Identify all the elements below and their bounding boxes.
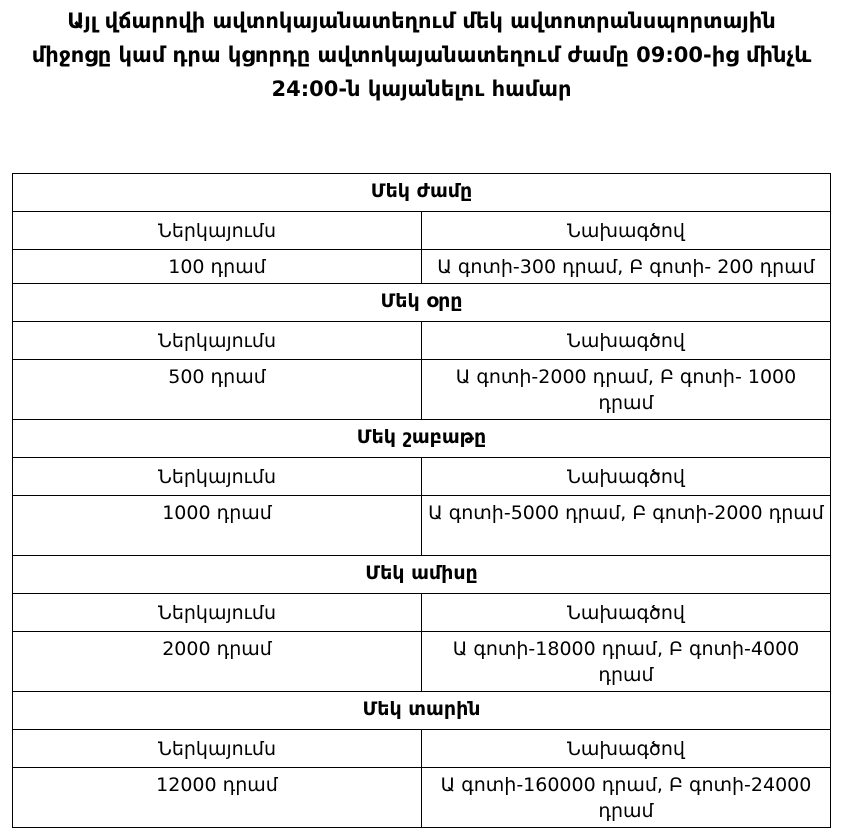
parking-fee-table [12,173,831,828]
proposed-header: Նախագծով [422,594,831,632]
proposed-header: Նախագծով [422,730,831,768]
current-value: 100 դրամ [13,250,422,284]
section-heading: Մեկ շաբաթը [13,420,831,458]
section-heading: Մեկ տարին [13,692,831,730]
proposed-value: Ա գոտի-5000 դրամ, Բ գոտի-2000 դրամ [422,496,831,556]
title-line: 24:00-ն կայանելու համար [271,77,572,101]
current-value: 1000 դրամ [13,496,422,556]
value-row [13,360,831,420]
current-header: Ներկայումս [13,458,422,496]
column-header-row [13,212,831,250]
current-header: Ներկայումս [13,730,422,768]
column-header-row [13,594,831,632]
section-heading: Մեկ ժամը [13,174,831,212]
column-header-row [13,458,831,496]
value-row [13,632,831,692]
value-row [13,768,831,828]
current-value: 2000 դրամ [13,632,422,692]
section-heading: Մեկ օրը [13,284,831,322]
current-header: Ներկայումս [13,594,422,632]
proposed-value: Ա գոտի-2000 դրամ, Բ գոտի- 1000 դրամ [422,360,831,420]
column-header-row [13,322,831,360]
section-heading-row [13,284,831,322]
proposed-header: Նախագծով [422,322,831,360]
proposed-value: Ա գոտի-160000 դրամ, Բ գոտի-24000 դրամ [422,768,831,828]
section-heading-row [13,174,831,212]
proposed-value: Ա գոտի-18000 դրամ, Բ գոտի-4000 դրամ [422,632,831,692]
current-header: Ներկայումս [13,322,422,360]
section-heading-row [13,420,831,458]
proposed-value: Ա գոտի-300 դրամ, Բ գոտի- 200 դրամ [422,250,831,284]
value-row [13,496,831,556]
title-line: Այլ վճարովի ավտոկայանատեղում մեկ ավտոտրանսպորտային [67,9,776,33]
document-title [0,4,843,106]
title-line: միջոցը կամ դրա կցորդը ավտոկայանատեղում ժամը 09:00-ից մինչև [31,43,812,67]
column-header-row [13,730,831,768]
section-heading: Մեկ ամիսը [13,556,831,594]
proposed-header: Նախագծով [422,458,831,496]
proposed-header: Նախագծով [422,212,831,250]
current-value: 500 դրամ [13,360,422,420]
current-value: 12000 դրամ [13,768,422,828]
value-row [13,250,831,284]
section-heading-row [13,556,831,594]
section-heading-row [13,692,831,730]
current-header: Ներկայումս [13,212,422,250]
